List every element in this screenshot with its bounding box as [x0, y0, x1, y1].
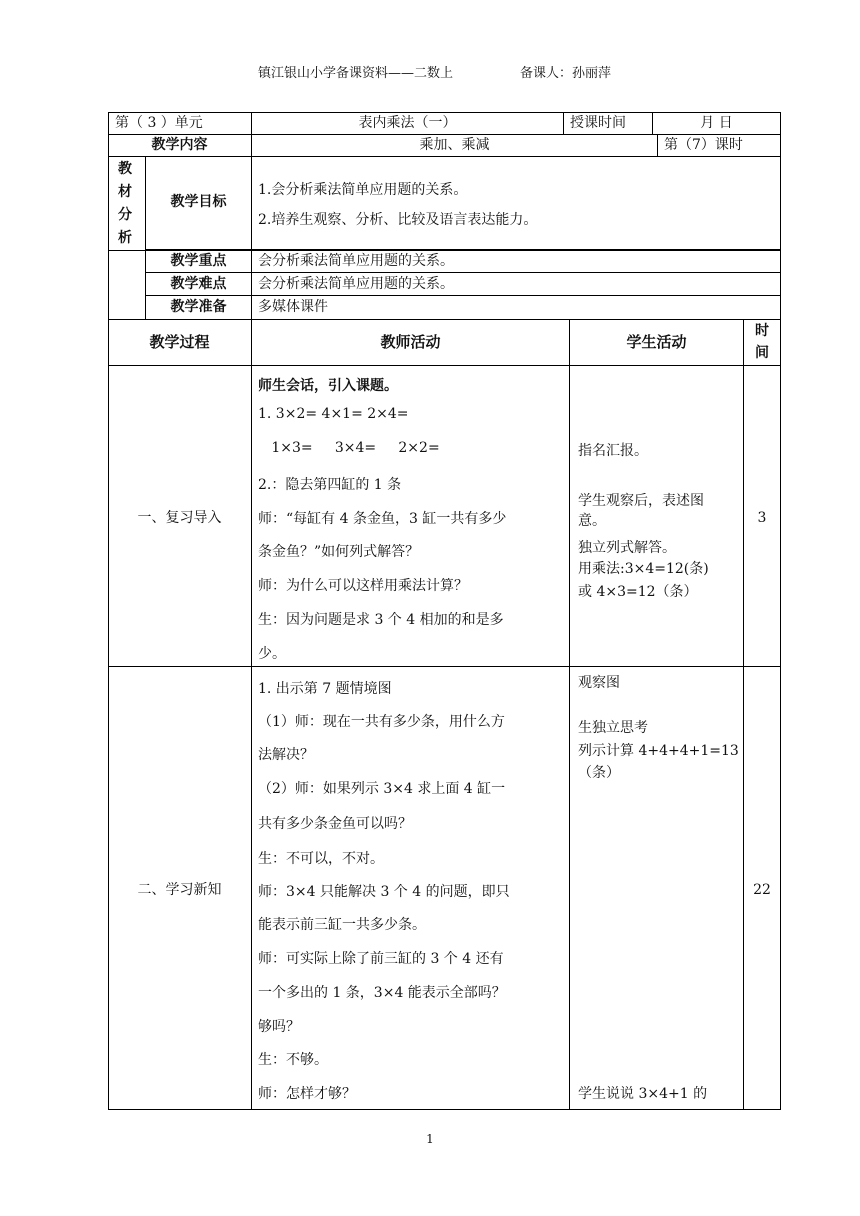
header-school: 镇江银山小学备课资料——二数上 — [258, 66, 454, 81]
teacher-line: 2.：隐去第四缸的 1 条 — [258, 477, 402, 493]
content-value: 乘加、乘减 — [419, 137, 490, 153]
teacher-line: （1）师：现在一共有多少条，用什么方 — [258, 714, 505, 730]
key-label: 教学重点 — [170, 253, 227, 269]
student-line: 观察图 — [578, 675, 620, 691]
lesson-number: 第（7）课时 — [664, 137, 743, 153]
teacher-line: 够吗？ — [258, 1019, 300, 1035]
material-char: 教 — [118, 161, 132, 177]
unit-label: 第（ 3 ）单元 — [115, 115, 203, 131]
student-line: 用乘法:3×4=12(条) — [578, 561, 709, 577]
prep-label: 教学准备 — [170, 299, 227, 315]
time-label: 授课时间 — [570, 115, 626, 131]
difficulty-label: 教学难点 — [170, 276, 227, 292]
teacher-line: （2）师：如果列示 3×4 求上面 4 缸一 — [258, 781, 506, 797]
student-line: 学生说说 3×4+1 的 — [578, 1086, 708, 1102]
student-line: （条） — [578, 765, 620, 781]
prep-value: 多媒体课件 — [258, 299, 328, 315]
teacher-line: 条金鱼？”如何列式解答？ — [258, 544, 420, 560]
teacher-line: 师：可实际上除了前三缸的 3 个 4 还有 — [258, 951, 504, 967]
teacher-line: 生：不够。 — [258, 1052, 328, 1068]
student-line: 或 4×3=12（条） — [578, 584, 698, 600]
content-label: 教学内容 — [151, 137, 208, 153]
teacher-line: 1. 3×2= 4×1= 2×4= — [258, 406, 409, 422]
material-char: 析 — [118, 230, 132, 246]
teacher-line: 一个多出的 1 条，3×4 能表示全部吗？ — [258, 985, 506, 1001]
student-line: 独立列式解答。 — [578, 540, 676, 556]
teacher-line: 1×3= 3×4= 2×2= — [258, 440, 440, 456]
section2-time: 22 — [753, 882, 771, 898]
teacher-line: 1. 出示第 7 题情境图 — [258, 681, 392, 697]
teacher-line: 师：3×4 只能解决 3 个 4 的问题，即只 — [258, 884, 510, 900]
teacher-line: 师生会话，引入课题。 — [258, 378, 398, 394]
student-line: 指名汇报。 — [578, 443, 648, 459]
teacher-line: 师：为什么可以这样用乘法计算？ — [258, 578, 468, 594]
teacher-line: 少。 — [258, 646, 286, 662]
teacher-line: 法解决？ — [258, 747, 314, 763]
teacher-line: 能表示前三缸一共多少条。 — [258, 917, 426, 933]
teacher-activity-header: 教师活动 — [380, 333, 441, 351]
student-line: 生独立思考 — [578, 720, 648, 736]
teacher-line: 生：因为问题是求 3 个 4 相加的和是多 — [258, 612, 504, 628]
goal-2: 2.培养生观察、分析、比较及语言表达能力。 — [258, 212, 538, 228]
process-header: 教学过程 — [149, 333, 210, 351]
goal-label: 教学目标 — [170, 194, 227, 210]
section-review: 一、复习导入 — [137, 510, 222, 526]
time-header: 间 — [755, 345, 769, 361]
section-new-knowledge: 二、学习新知 — [137, 882, 222, 898]
time-header: 时 — [755, 323, 769, 339]
student-line: 意。 — [578, 513, 606, 529]
teaching-date: 月 日 — [700, 115, 733, 131]
difficulty-value: 会分析乘法简单应用题的关系。 — [258, 276, 454, 292]
teacher-line: 生：不可以，不对。 — [258, 851, 384, 867]
teacher-line: 师：“每缸有 4 条金鱼，3 缸一共有多少 — [258, 511, 507, 527]
student-line: 学生观察后，表述图 — [578, 493, 704, 509]
header-author: 备课人：孙丽萍 — [520, 66, 612, 81]
lesson-title: 表内乘法（一） — [358, 115, 457, 131]
teacher-line: 共有多少条金鱼可以吗？ — [258, 816, 412, 832]
section1-time: 3 — [757, 510, 767, 526]
material-char: 分 — [118, 207, 132, 223]
teacher-line: 师：怎样才够？ — [258, 1086, 356, 1102]
material-char: 材 — [118, 184, 132, 200]
goal-1: 1.会分析乘法简单应用题的关系。 — [258, 182, 468, 198]
student-line: 列示计算 4+4+4+1=13 — [578, 743, 739, 759]
page-number: 1 — [426, 1132, 434, 1146]
key-value: 会分析乘法简单应用题的关系。 — [258, 253, 454, 269]
student-activity-header: 学生活动 — [626, 333, 687, 351]
